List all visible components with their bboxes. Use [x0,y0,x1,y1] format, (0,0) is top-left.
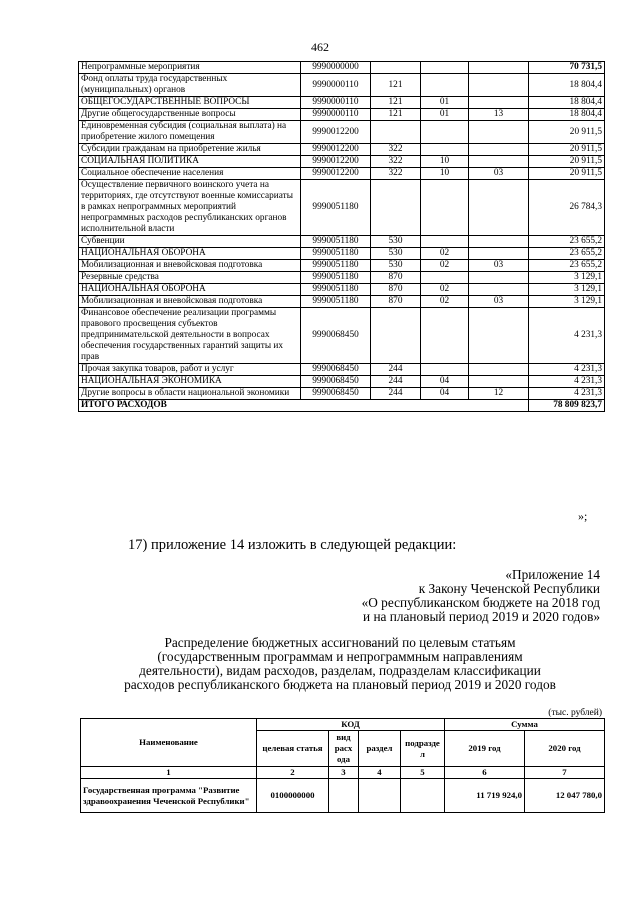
row-section [421,74,469,97]
row-expense-type [371,180,421,236]
row-name: НАЦИОНАЛЬНАЯ ОБОРОНА [79,284,301,296]
program-sum-2020: 12 047 780,0 [525,779,605,813]
row-section: 02 [421,284,469,296]
column-number: 5 [401,767,445,779]
row-subsection [469,74,529,97]
expenditure-row [79,364,605,376]
allocation-table [80,718,605,813]
row-sum: 26 784,3 [529,180,605,236]
title-line: Распределение бюджетных ассигнований по целевым статьям [164,635,516,650]
row-subsection [469,97,529,109]
row-section [421,62,469,74]
row-sum: 23 655,2 [529,260,605,272]
column-number: 6 [445,767,525,779]
row-code: 9990000110 [301,74,371,97]
row-expense-type: 530 [371,260,421,272]
row-subsection [469,180,529,236]
column-number: 1 [81,767,257,779]
row-sum: 4 231,3 [529,376,605,388]
program-name: Государственная программа "Развитие здравоохранения Чеченской Республики" [81,779,257,813]
program-vr [329,779,359,813]
row-sum: 20 911,5 [529,156,605,168]
header-target-article: целевая статья [257,731,329,767]
row-name: Единовременная субсидия (социальная выплата) на приобретение жилого помещения [79,121,301,144]
amendment-item-17: 17) приложение 14 изложить в следующей редакции: [128,537,457,553]
row-sum: 3 129,1 [529,272,605,284]
row-expense-type: 870 [371,284,421,296]
row-sum: 70 731,5 [529,62,605,74]
row-section [421,272,469,284]
header-kod: КОД [257,719,445,731]
row-code: 9990000110 [301,97,371,109]
row-sum: 23 655,2 [529,248,605,260]
row-sum: 4 231,3 [529,388,605,400]
row-section [421,308,469,364]
expenditure-row [79,109,605,121]
row-code: 9990000110 [301,109,371,121]
row-section [421,236,469,248]
row-subsection [469,236,529,248]
row-expense-type: 530 [371,236,421,248]
row-code: 9990012200 [301,156,371,168]
row-expense-type: 322 [371,144,421,156]
row-section: 04 [421,376,469,388]
title-line: расходов республиканского бюджета на плановый период 2019 и 2020 годов [124,677,556,692]
row-expense-type: 870 [371,296,421,308]
row-sum: 3 129,1 [529,296,605,308]
row-sum: 18 804,4 [529,109,605,121]
row-expense-type: 121 [371,74,421,97]
column-number: 2 [257,767,329,779]
row-sum: 20 911,5 [529,144,605,156]
row-section: 10 [421,156,469,168]
program-pr [401,779,445,813]
row-sum: 4 231,3 [529,364,605,376]
row-expense-type: 870 [371,272,421,284]
row-sum: 23 655,2 [529,236,605,248]
row-section: 04 [421,388,469,400]
expenditure-row [79,284,605,296]
row-name: Субсидии гражданам на приобретение жилья [79,144,301,156]
expenditure-table [78,61,605,412]
row-subsection [469,121,529,144]
header-section: раздел [359,731,401,767]
row-subsection: 03 [469,296,529,308]
row-subsection [469,364,529,376]
row-name: Социальное обеспечение населения [79,168,301,180]
header-expense-type: вид расх ода [329,731,359,767]
row-expense-type [371,308,421,364]
expenditure-row [79,308,605,364]
row-code: 9990068450 [301,388,371,400]
expenditure-row [79,272,605,284]
row-section: 02 [421,248,469,260]
total-label: ИТОГО РАСХОДОВ [79,400,529,412]
expenditure-row [79,74,605,97]
row-name: Субвенции [79,236,301,248]
expenditure-row [79,156,605,168]
row-code: 9990068450 [301,364,371,376]
row-section [421,121,469,144]
expenditure-row [79,376,605,388]
row-subsection [469,284,529,296]
row-subsection [469,248,529,260]
row-name: Фонд оплаты труда государственных (муниципальных) органов [79,74,301,97]
row-subsection [469,308,529,364]
row-section [421,364,469,376]
row-code: 9990012200 [301,168,371,180]
appendix-header [362,568,600,624]
title-line: деятельности), видам расходов, разделам, подразделам классификации [139,663,541,678]
row-subsection: 13 [469,109,529,121]
header-name: Наименование [81,719,257,767]
row-subsection: 12 [469,388,529,400]
row-name: Мобилизационная и вневойсковая подготовка [79,260,301,272]
expenditure-row [79,296,605,308]
row-section: 02 [421,260,469,272]
row-expense-type: 530 [371,248,421,260]
expenditure-row [79,97,605,109]
row-name: НАЦИОНАЛЬНАЯ ОБОРОНА [79,248,301,260]
page-number: 462 [311,40,329,54]
row-section: 01 [421,109,469,121]
row-sum: 18 804,4 [529,97,605,109]
row-name: Прочая закупка товаров, работ и услуг [79,364,301,376]
row-expense-type: 322 [371,168,421,180]
row-expense-type [371,62,421,74]
appendix-line: «Приложение 14 [505,567,600,582]
expenditure-row [79,144,605,156]
row-sum: 4 231,3 [529,308,605,364]
column-number: 3 [329,767,359,779]
row-name: НАЦИОНАЛЬНАЯ ЭКОНОМИКА [79,376,301,388]
row-subsection [469,156,529,168]
row-section: 01 [421,97,469,109]
title-line: (государственным программам и непрограммным направлениям [157,649,523,664]
header-2020: 2020 год [525,731,605,767]
total-row [79,400,605,412]
row-code: 9990051180 [301,180,371,236]
row-name: Осуществление первичного воинского учета на территориях, где отсутствуют военные комиссариаты в рамках непрограммных мероприятий непрограммных расходов республиканских органов исполнительной власти [79,180,301,236]
total-sum: 78 809 823,7 [529,400,605,412]
row-expense-type: 121 [371,109,421,121]
row-subsection [469,144,529,156]
appendix-line: к Закону Чеченской Республики [418,581,600,596]
expenditure-row [79,62,605,74]
row-name: СОЦИАЛЬНАЯ ПОЛИТИКА [79,156,301,168]
row-sum: 20 911,5 [529,168,605,180]
header-summa: Сумма [445,719,605,731]
row-section [421,180,469,236]
header-2019: 2019 год [445,731,525,767]
row-expense-type: 322 [371,156,421,168]
row-name: Другие вопросы в области национальной экономики [79,388,301,400]
row-expense-type [371,121,421,144]
row-code: 9990051180 [301,272,371,284]
expenditure-table-body [79,62,605,412]
row-sum: 18 804,4 [529,74,605,97]
row-subsection: 03 [469,168,529,180]
row-name: Финансовое обеспечение реализации программы правового просвещения субъектов предпринимательской деятельности в вопросах обеспечения государственных гарантий защиты их прав [79,308,301,364]
row-section: 02 [421,296,469,308]
row-expense-type: 244 [371,388,421,400]
row-sum: 20 911,5 [529,121,605,144]
expenditure-row [79,236,605,248]
appendix-line: «О республиканском бюджете на 2018 год [361,595,600,610]
expenditure-row [79,121,605,144]
closing-mark: »; [578,509,588,523]
appendix-line: и на плановый период 2019 и 2020 годов» [363,609,600,624]
row-code: 9990012200 [301,144,371,156]
row-code: 9990051180 [301,236,371,248]
row-code: 9990000000 [301,62,371,74]
row-expense-type: 244 [371,376,421,388]
row-name: Непрограммные мероприятия [79,62,301,74]
row-subsection [469,272,529,284]
header-subsection: подразде л [401,731,445,767]
row-code: 9990051180 [301,248,371,260]
program-rz [359,779,401,813]
row-expense-type: 244 [371,364,421,376]
row-name: Мобилизационная и вневойсковая подготовка [79,296,301,308]
expenditure-row [79,388,605,400]
expenditure-row [79,180,605,236]
expenditure-row [79,168,605,180]
expenditure-row [79,248,605,260]
row-code: 9990051180 [301,260,371,272]
row-section [421,144,469,156]
program-sum-2019: 11 719 924,0 [445,779,525,813]
row-code: 9990068450 [301,308,371,364]
units-label: (тыс. рублей) [548,708,602,718]
program-code: 0100000000 [257,779,329,813]
row-name: Другие общегосударственные вопросы [79,109,301,121]
row-code: 9990068450 [301,376,371,388]
row-sum: 3 129,1 [529,284,605,296]
row-code: 9990012200 [301,121,371,144]
expenditure-row [79,260,605,272]
row-name: Резервные средства [79,272,301,284]
row-section: 10 [421,168,469,180]
row-name: ОБЩЕГОСУДАРСТВЕННЫЕ ВОПРОСЫ [79,97,301,109]
row-code: 9990051180 [301,296,371,308]
document-title [60,636,620,692]
row-subsection [469,376,529,388]
column-number: 7 [525,767,605,779]
row-subsection [469,62,529,74]
row-subsection: 03 [469,260,529,272]
row-expense-type: 121 [371,97,421,109]
row-code: 9990051180 [301,284,371,296]
column-number: 4 [359,767,401,779]
